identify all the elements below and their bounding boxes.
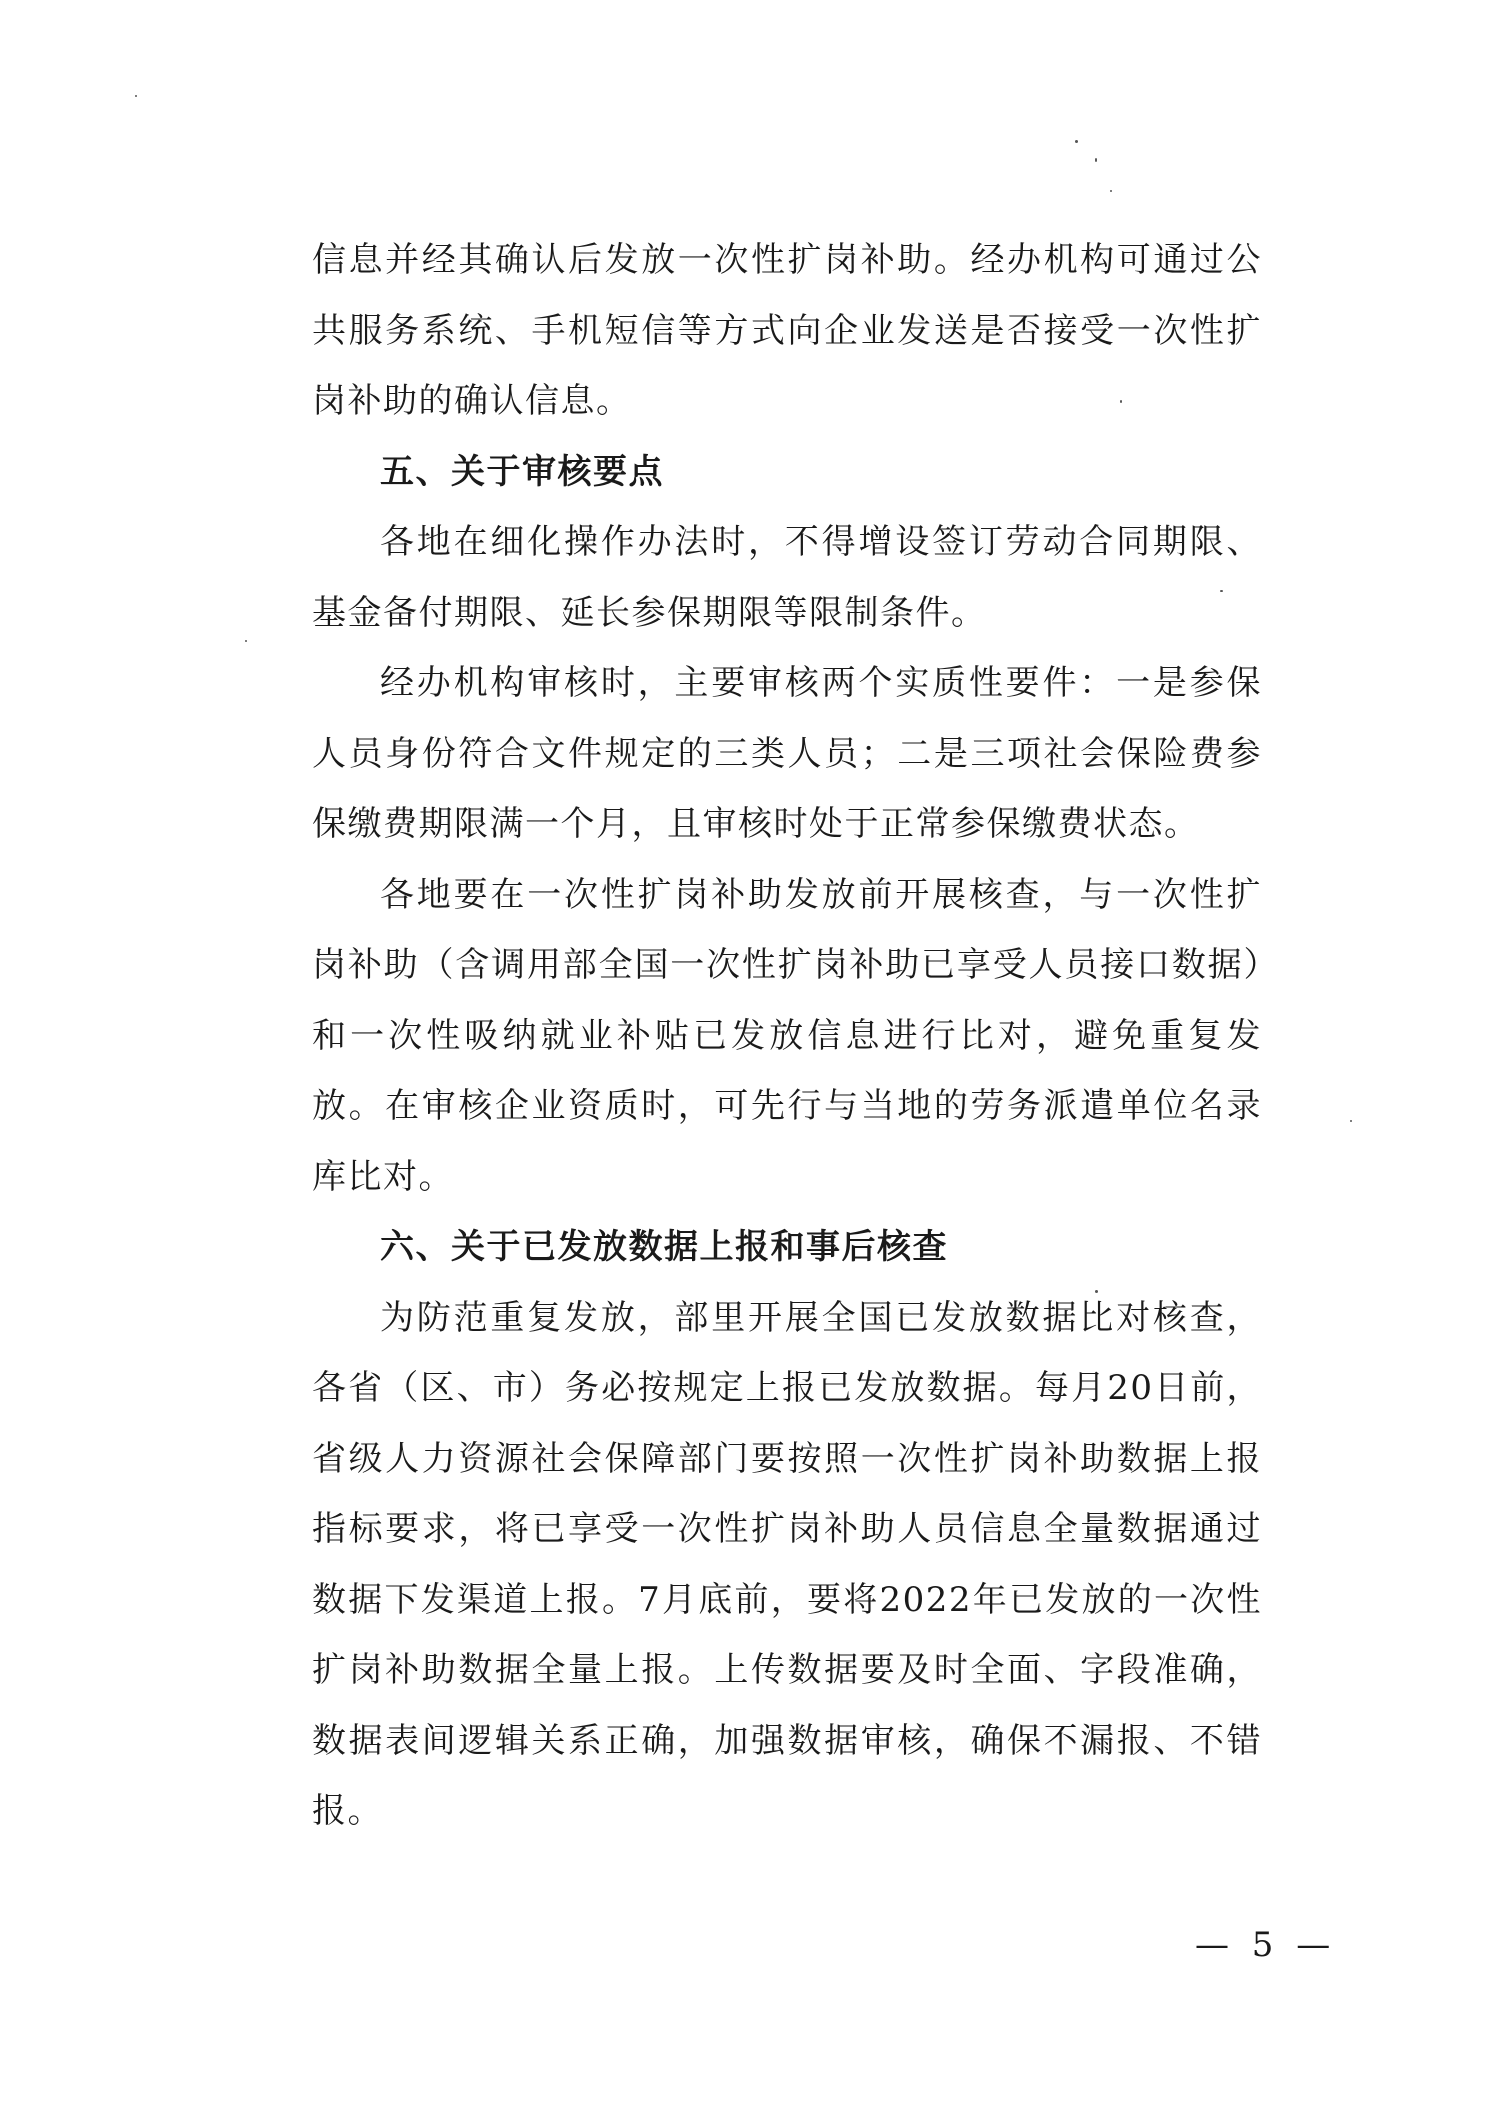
scan-speck <box>135 95 137 97</box>
scan-speck <box>1095 1290 1098 1293</box>
document-body <box>312 225 1262 1847</box>
scan-speck <box>1220 590 1223 592</box>
section-heading-6: 六、关于已发放数据上报和事后核查 <box>380 1227 948 1267</box>
page-number: — 5 — <box>1195 1925 1337 1965</box>
scan-speck <box>1350 1120 1352 1122</box>
paragraph-review-requirements: 经办机构审核时，主要审核两个实质性要件：一是参保人员身份符合文件规定的三类人员；二是三项社会保险费参保缴费期限满一个月，且审核时处于正常参保缴费状态。 <box>312 663 1262 844</box>
paragraph-verification: 各地要在一次性扩岗补助发放前开展核查，与一次性扩岗补助（含调用部全国一次性扩岗补助已享受人员接口数据）和一次性吸纳就业补贴已发放信息进行比对，避免重复发放。在审核企业资质时，可先行与当地的劳务派遣单位名录库比对。 <box>312 874 1262 1197</box>
scan-speck <box>1110 190 1112 192</box>
paragraph-restrictions: 各地在细化操作办法时，不得增设签订劳动合同期限、基金备付期限、延长参保期限等限制条件。 <box>312 522 1262 633</box>
paragraph-data-reporting: 为防范重复发放，部里开展全国已发放数据比对核查，各省（区、市）务必按规定上报已发放数据。每月20日前，省级人力资源社会保障部门要按照一次性扩岗补助数据上报指标要求，将已享受一次性扩岗补助人员信息全量数据通过数据下发渠道上报。7月底前，要将2022年已发放的一次性扩岗补助数据全量上报。上传数据要及时全面、字段准确，数据表间逻辑关系正确，加强数据审核，确保不漏报、不错报。 <box>312 1297 1262 1831</box>
scan-speck <box>1095 158 1097 162</box>
paragraph-continuation: 信息并经其确认后发放一次性扩岗补助。经办机构可通过公共服务系统、手机短信等方式向企业发送是否接受一次性扩岗补助的确认信息。 <box>312 240 1262 421</box>
scan-speck <box>245 640 247 642</box>
section-heading-5: 五、关于审核要点 <box>380 451 664 492</box>
scan-speck <box>1120 400 1122 403</box>
scan-speck <box>1075 140 1078 143</box>
